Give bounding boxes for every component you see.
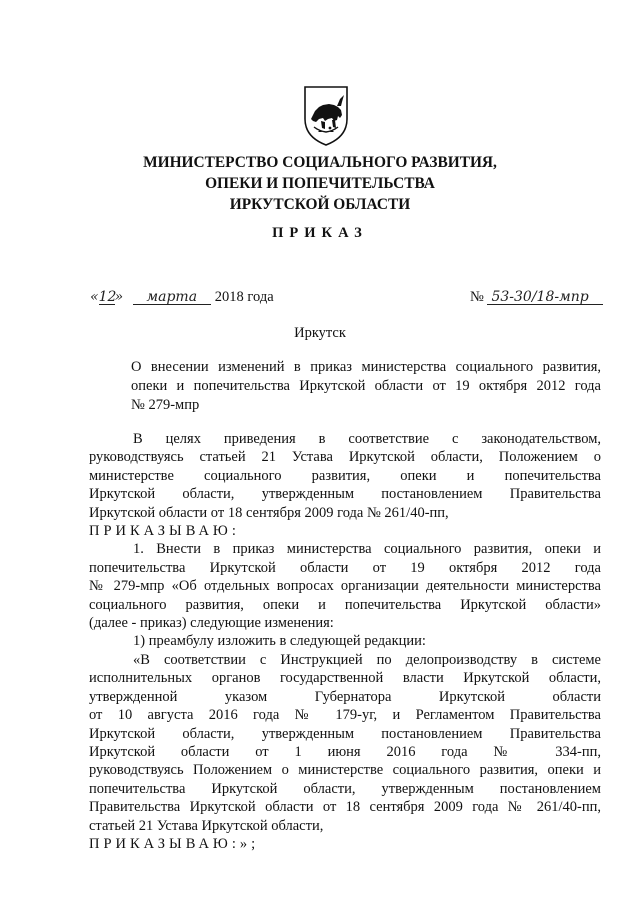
body-line: Иркутской области, утвержденным постановлением Правительства: [89, 486, 601, 503]
body-line: исполнительных органов государственной власти Иркутской области,: [89, 670, 601, 687]
body-line: попечительства Иркутской области от 19 октября 2012 года: [89, 559, 601, 576]
date-year: 2018 года: [214, 289, 274, 305]
date-month-handwritten: марта: [133, 290, 211, 305]
document-title: ПРИКАЗ: [272, 225, 368, 241]
date-close-quote: »: [114, 289, 124, 305]
body-line: статьей 21 Устава Иркутской области,: [89, 817, 324, 834]
order-subject: [131, 358, 601, 415]
subject-line: № 279-мпр: [131, 397, 200, 413]
body-line: руководствуясь Положением о министерстве социального развития, опеки и: [89, 762, 601, 779]
body-line: Иркутской области от 1 июня 2016 года № 334-пп,: [89, 743, 601, 760]
body-line-order-keyword: ПРИКАЗЫВАЮ:»;: [89, 835, 260, 852]
body-line: министерстве социального развития, опеки и попечительства: [89, 467, 601, 484]
date-day-handwritten: 12: [98, 289, 117, 305]
body-line-order-keyword: ПРИКАЗЫВАЮ:: [89, 523, 240, 540]
subject-line: опеки и попечительства Иркутской области от 19 октября 2012 года: [131, 378, 601, 394]
number-prefix: №: [470, 289, 484, 305]
ministry-name-line-3: ИРКУТСКОЙ ОБЛАСТИ: [229, 196, 411, 213]
body-line: Иркутской области, утвержденным постановлением Правительства: [89, 725, 601, 742]
coat-of-arms-emblem: [301, 85, 351, 147]
body-line: № 279-мпр «Об отдельных вопросах организации деятельности министерства: [89, 578, 601, 595]
body-line: попечительства Иркутской области, утвержденным постановлением: [89, 780, 601, 797]
body-line: 1) преамбулу изложить в следующей редакции:: [133, 633, 426, 650]
body-line: 1. Внести в приказ министерства социального развития, опеки и: [133, 541, 601, 558]
order-number: [470, 289, 603, 306]
body-line: (далее - приказ) следующие изменения:: [89, 615, 334, 632]
body-line: утвержденной указом Губернатора Иркутской области: [89, 688, 601, 705]
body-line: руководствуясь статьей 21 Устава Иркутской области, Положением о: [89, 449, 601, 466]
number-value-handwritten: 53-30/18-мпр: [487, 290, 603, 305]
body-line: Иркутской области от 18 сентября 2009 года № 261/40-пп,: [89, 504, 449, 521]
ministry-name-line-2: ОПЕКИ И ПОПЕЧИТЕЛЬСТВА: [205, 175, 435, 192]
body-line: В целях приведения в соответствие с законодательством,: [133, 431, 601, 447]
order-date: [90, 289, 274, 306]
body-line: Правительства Иркутской области от 18 сентября 2009 года № 261/40-пп,: [89, 799, 601, 816]
date-open-quote: «: [90, 289, 99, 305]
ministry-name-line-1: МИНИСТЕРСТВО СОЦИАЛЬНОГО РАЗВИТИЯ,: [143, 154, 497, 171]
city-name: Иркутск: [294, 325, 346, 341]
body-line: «В соответствии с Инструкцией по делопроизводству в системе: [133, 651, 601, 668]
subject-line: О внесении изменений в приказ министерства социального развития,: [131, 359, 601, 375]
body-line: социального развития, опеки и попечительства Иркутской области»: [89, 596, 601, 613]
order-body: [89, 430, 601, 853]
body-line: от 10 августа 2016 года № 179-уг, и Регламентом Правительства: [89, 707, 601, 724]
